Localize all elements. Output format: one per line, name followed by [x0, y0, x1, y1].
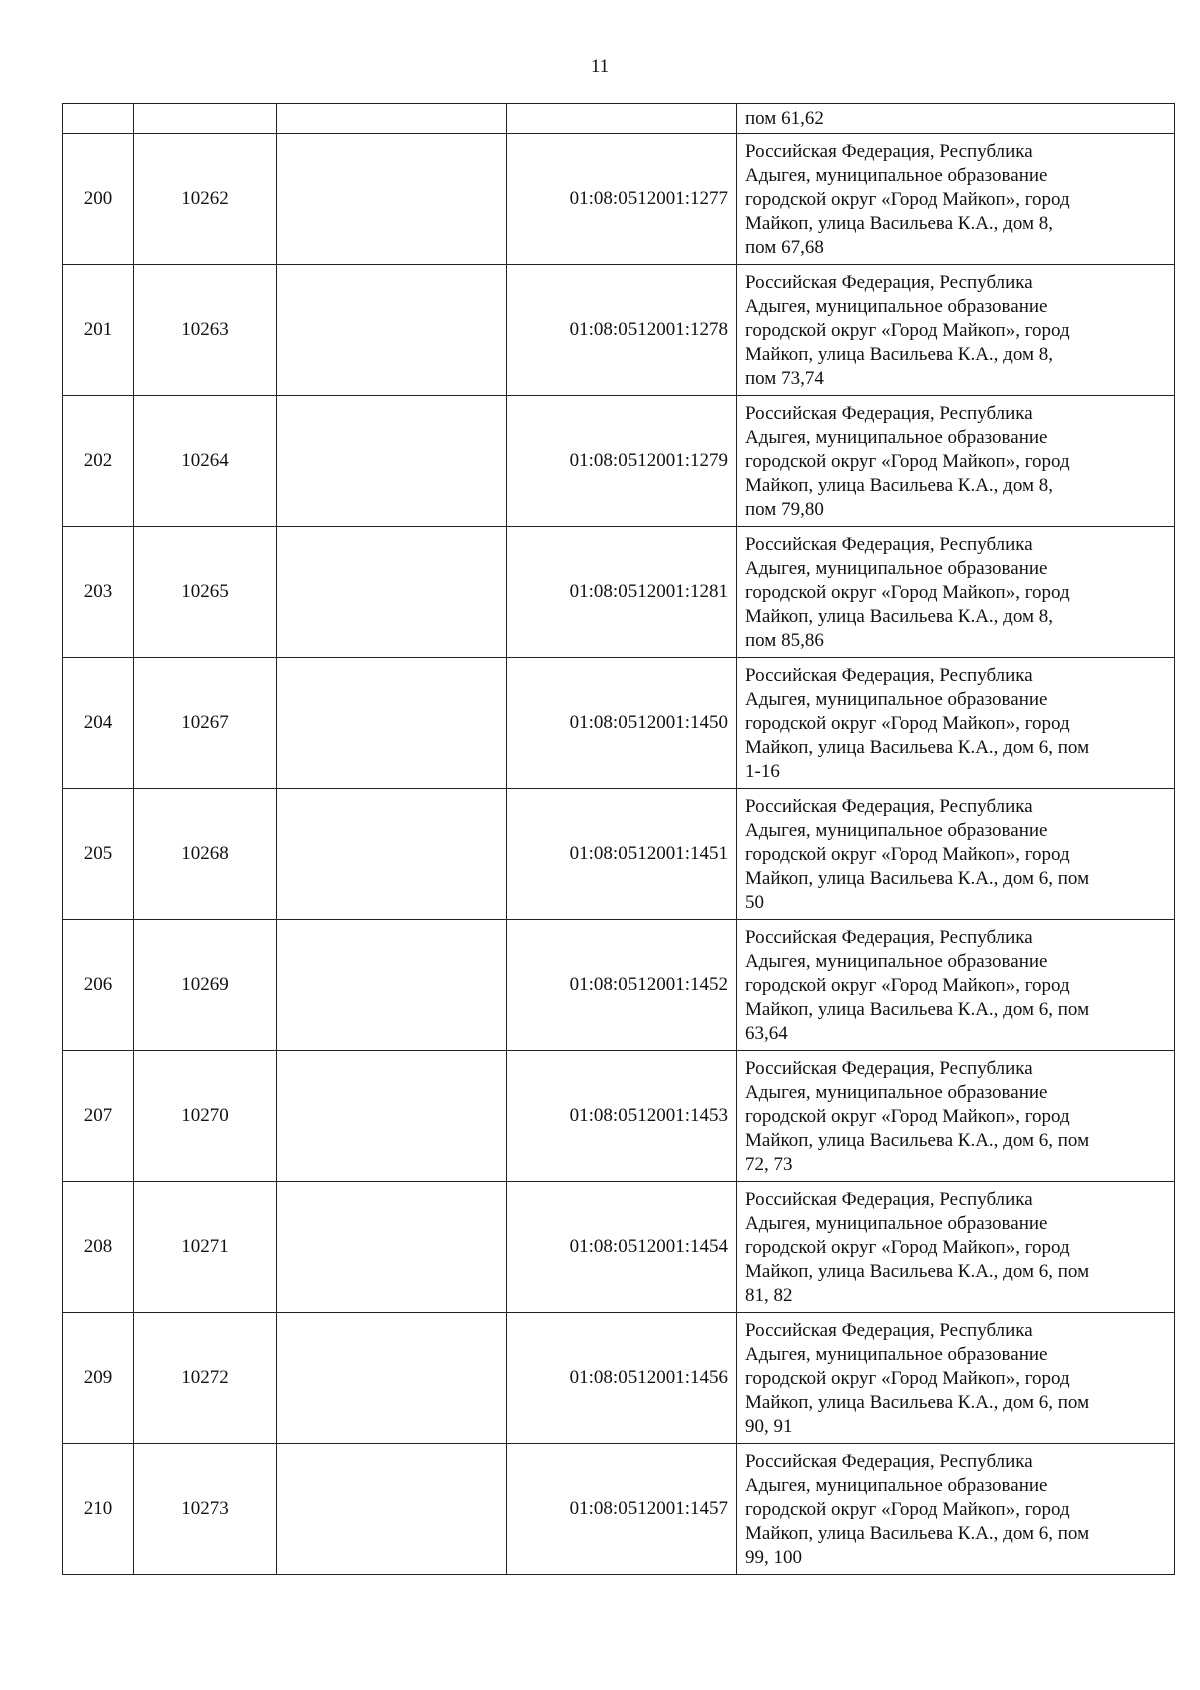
cell-cadastral: 01:08:0512001:1278 — [507, 265, 737, 396]
cell-id: 10270 — [134, 1051, 277, 1182]
cell-num: 208 — [63, 1182, 134, 1313]
cell-num: 206 — [63, 920, 134, 1051]
cell-empty — [277, 396, 507, 527]
cell-num: 204 — [63, 658, 134, 789]
cell-empty — [277, 104, 507, 134]
cell-address: Российская Федерация, Республика Адыгея, муниципальное образование городской округ «Город Майкоп», город Майкоп, улица Васильева К.А., дом 8, пом 73,74 — [737, 265, 1175, 396]
table-row — [63, 1051, 1175, 1182]
table-row — [63, 1444, 1175, 1575]
table-row — [63, 658, 1175, 789]
cell-id: 10272 — [134, 1313, 277, 1444]
cell-num: 201 — [63, 265, 134, 396]
cell-address: Российская Федерация, Республика Адыгея, муниципальное образование городской округ «Город Майкоп», город Майкоп, улица Васильева К.А., дом 8, пом 67,68 — [737, 134, 1175, 265]
cell-id: 10269 — [134, 920, 277, 1051]
cell-id: 10268 — [134, 789, 277, 920]
cell-empty — [277, 1313, 507, 1444]
cell-id: 10262 — [134, 134, 277, 265]
cell-empty — [277, 658, 507, 789]
cell-address: пом 61,62 — [737, 104, 1175, 134]
table-row — [63, 527, 1175, 658]
table-row — [63, 920, 1175, 1051]
cell-address: Российская Федерация, Республика Адыгея, муниципальное образование городской округ «Город Майкоп», город Майкоп, улица Васильева К.А., дом 6, пом 99, 100 — [737, 1444, 1175, 1575]
table-row — [63, 1182, 1175, 1313]
cell-id: 10273 — [134, 1444, 277, 1575]
cell-cadastral: 01:08:0512001:1279 — [507, 396, 737, 527]
cell-num: 205 — [63, 789, 134, 920]
cell-cadastral: 01:08:0512001:1450 — [507, 658, 737, 789]
cell-address: Российская Федерация, Республика Адыгея, муниципальное образование городской округ «Город Майкоп», город Майкоп, улица Васильева К.А., дом 8, пом 79,80 — [737, 396, 1175, 527]
table-row-continuation — [63, 104, 1175, 134]
cell-id: 10267 — [134, 658, 277, 789]
cell-id: 10263 — [134, 265, 277, 396]
cell-address: Российская Федерация, Республика Адыгея, муниципальное образование городской округ «Город Майкоп», город Майкоп, улица Васильева К.А., дом 6, пом 63,64 — [737, 920, 1175, 1051]
cell-cadastral: 01:08:0512001:1451 — [507, 789, 737, 920]
cell-id: 10265 — [134, 527, 277, 658]
cell-empty — [277, 134, 507, 265]
cell-num: 209 — [63, 1313, 134, 1444]
cell-cadastral: 01:08:0512001:1281 — [507, 527, 737, 658]
cell-cadastral — [507, 104, 737, 134]
cell-empty — [277, 527, 507, 658]
cell-cadastral: 01:08:0512001:1456 — [507, 1313, 737, 1444]
cell-address: Российская Федерация, Республика Адыгея, муниципальное образование городской округ «Город Майкоп», город Майкоп, улица Васильева К.А., дом 6, пом 72, 73 — [737, 1051, 1175, 1182]
cell-num: 210 — [63, 1444, 134, 1575]
table-row — [63, 134, 1175, 265]
cell-address: Российская Федерация, Республика Адыгея, муниципальное образование городской округ «Город Майкоп», город Майкоп, улица Васильева К.А., дом 6, пом 81, 82 — [737, 1182, 1175, 1313]
registry-table — [62, 103, 1175, 1575]
cell-cadastral: 01:08:0512001:1453 — [507, 1051, 737, 1182]
cell-address: Российская Федерация, Республика Адыгея, муниципальное образование городской округ «Город Майкоп», город Майкоп, улица Васильева К.А., дом 6, пом 90, 91 — [737, 1313, 1175, 1444]
cell-address: Российская Федерация, Республика Адыгея, муниципальное образование городской округ «Город Майкоп», город Майкоп, улица Васильева К.А., дом 6, пом 1-16 — [737, 658, 1175, 789]
cell-cadastral: 01:08:0512001:1457 — [507, 1444, 737, 1575]
registry-table-body — [63, 104, 1175, 1575]
cell-num: 203 — [63, 527, 134, 658]
cell-cadastral: 01:08:0512001:1277 — [507, 134, 737, 265]
cell-address: Российская Федерация, Республика Адыгея, муниципальное образование городской округ «Город Майкоп», город Майкоп, улица Васильева К.А., дом 8, пом 85,86 — [737, 527, 1175, 658]
cell-empty — [277, 1444, 507, 1575]
cell-num: 207 — [63, 1051, 134, 1182]
cell-address: Российская Федерация, Республика Адыгея, муниципальное образование городской округ «Город Майкоп», город Майкоп, улица Васильева К.А., дом 6, пом 50 — [737, 789, 1175, 920]
cell-num — [63, 104, 134, 134]
cell-num: 202 — [63, 396, 134, 527]
page-number: 11 — [590, 56, 610, 77]
cell-num: 200 — [63, 134, 134, 265]
cell-id: 10264 — [134, 396, 277, 527]
cell-cadastral: 01:08:0512001:1452 — [507, 920, 737, 1051]
cell-empty — [277, 789, 507, 920]
cell-id: 10271 — [134, 1182, 277, 1313]
cell-id — [134, 104, 277, 134]
cell-empty — [277, 1182, 507, 1313]
table-row — [63, 396, 1175, 527]
cell-empty — [277, 265, 507, 396]
cell-empty — [277, 920, 507, 1051]
cell-cadastral: 01:08:0512001:1454 — [507, 1182, 737, 1313]
table-row — [63, 789, 1175, 920]
table-row — [63, 265, 1175, 396]
cell-empty — [277, 1051, 507, 1182]
table-row — [63, 1313, 1175, 1444]
